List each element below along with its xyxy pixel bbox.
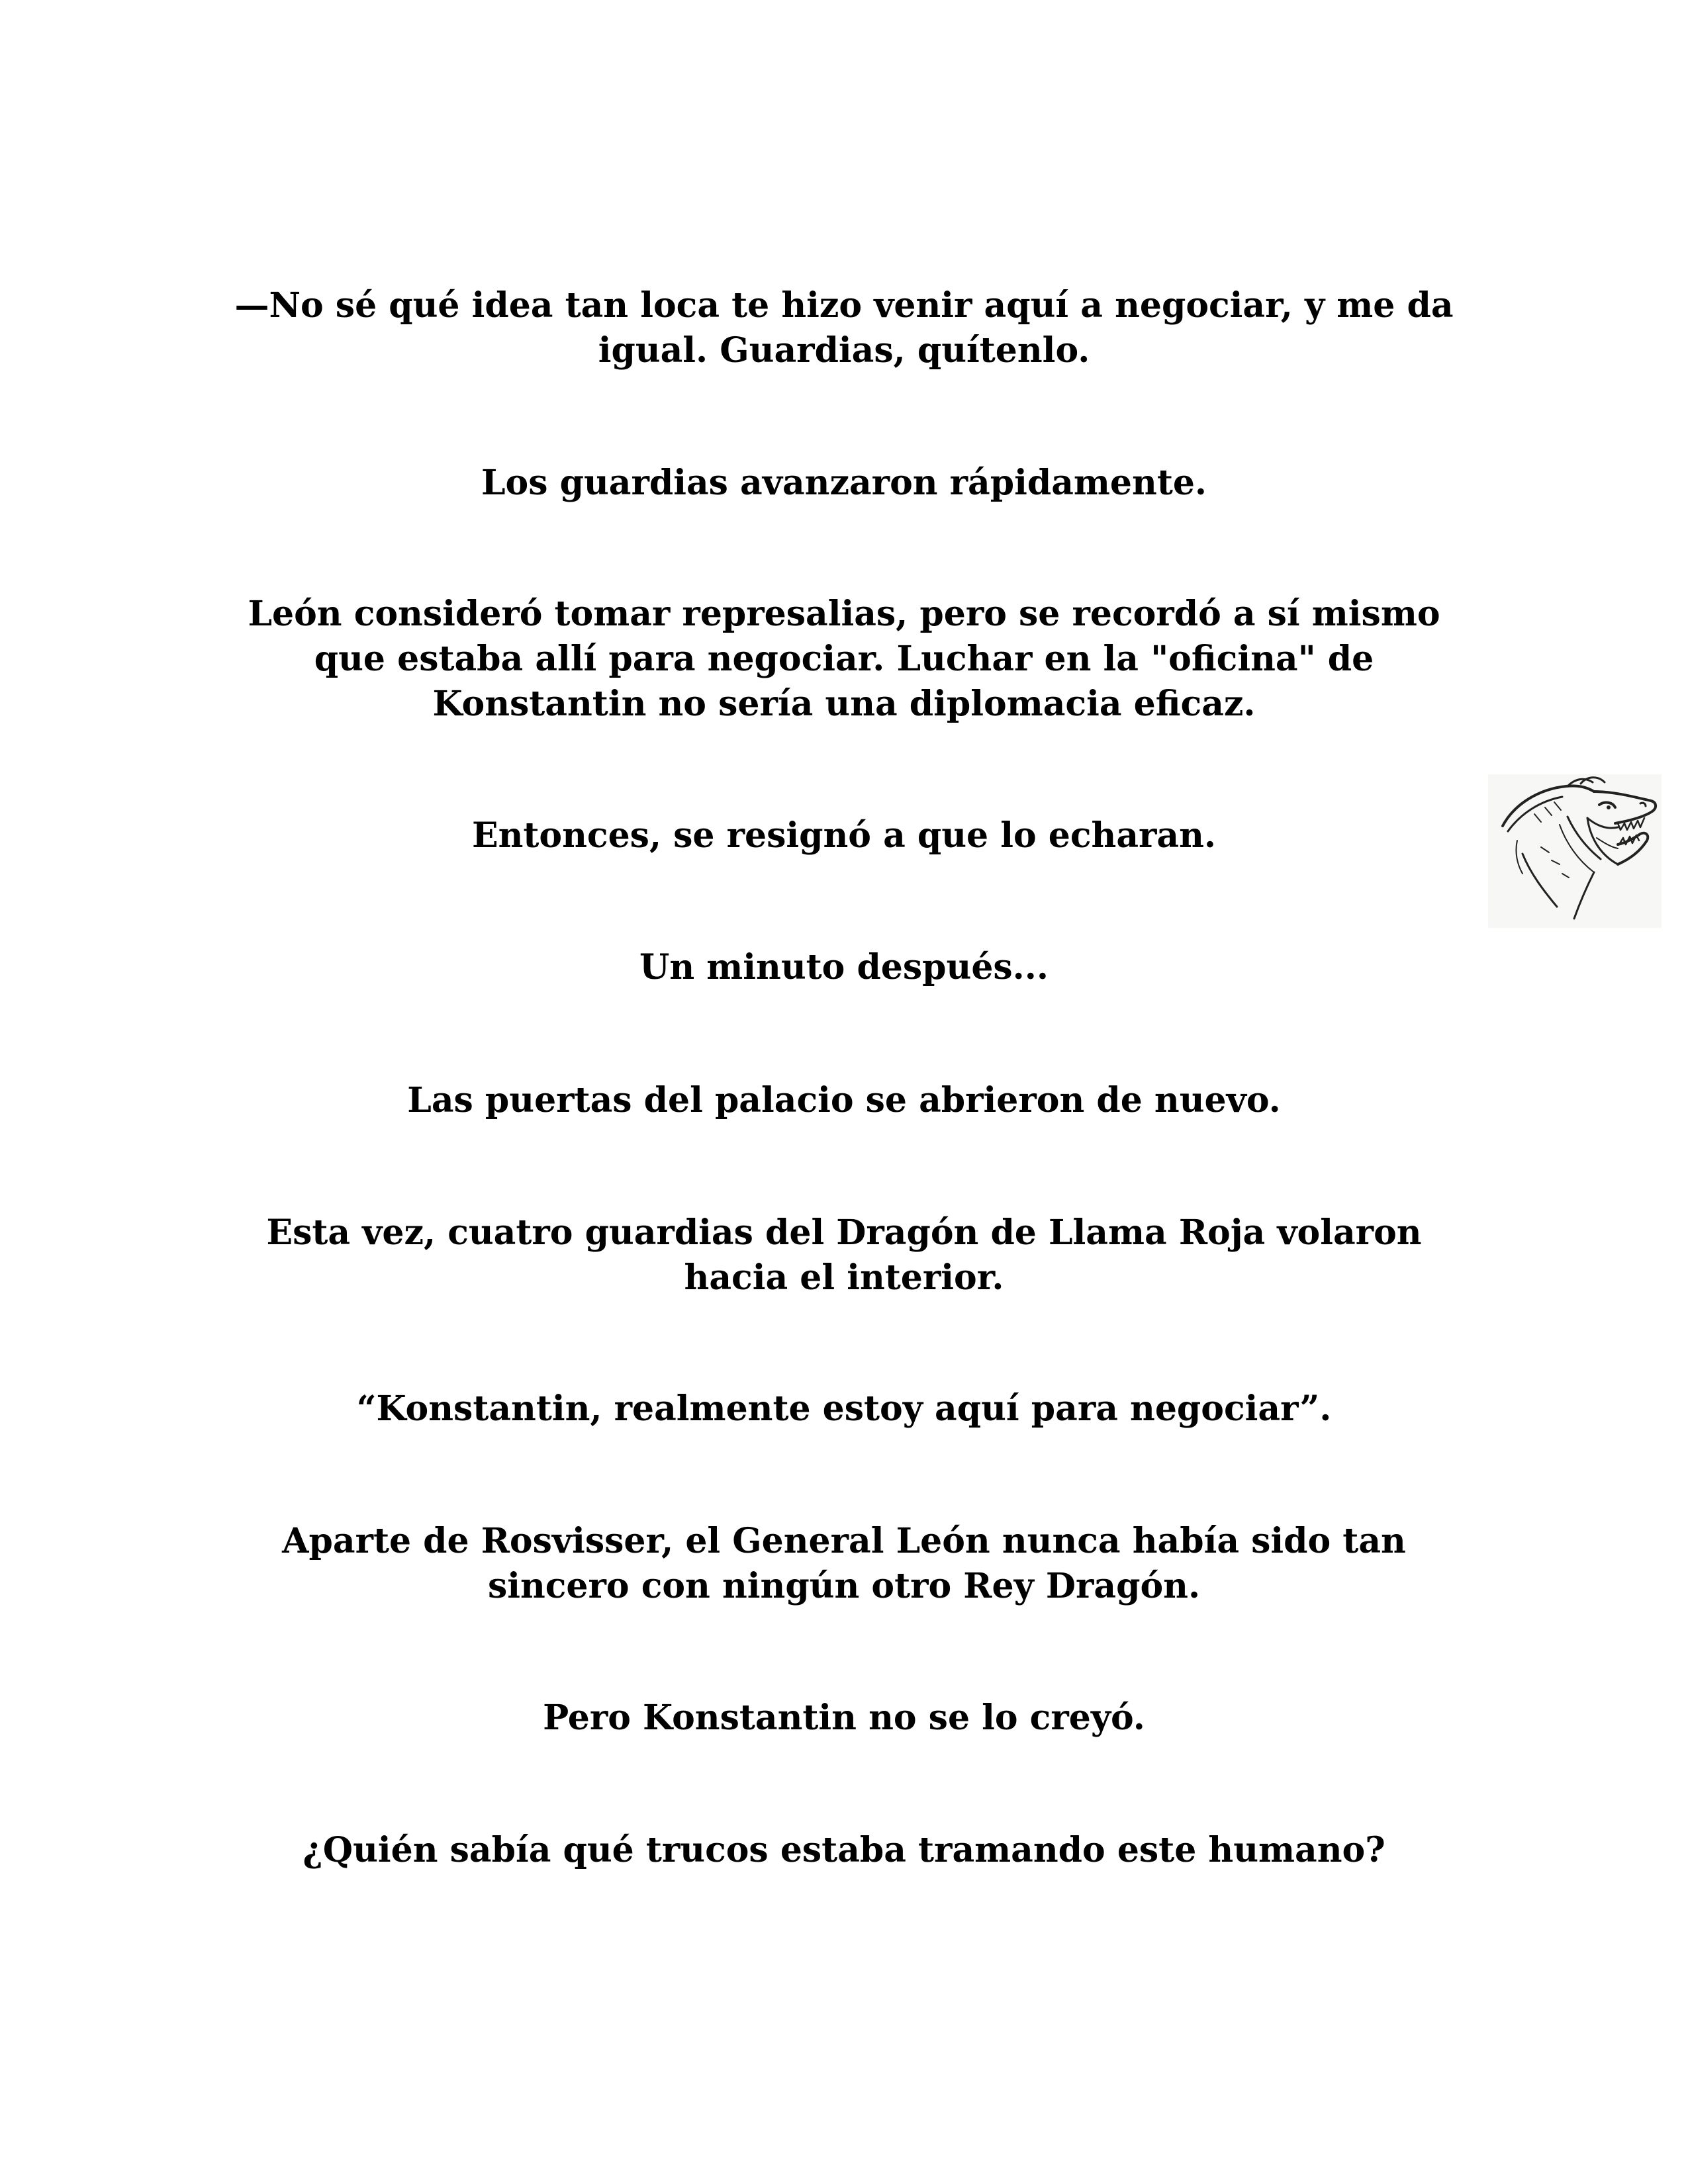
paragraph-4 <box>199 813 1489 858</box>
paragraph-line: sincero con ningún otro Rey Dragón. <box>487 1566 1201 1606</box>
paragraph-5 <box>199 945 1489 990</box>
paragraph-line: ¿Quién sabía qué trucos estaba tramando este humano? <box>303 1830 1385 1870</box>
paragraph-line: Los guardias avanzaron rápidamente. <box>481 463 1207 503</box>
paragraph-8 <box>199 1387 1489 1432</box>
paragraph-1 <box>199 283 1489 373</box>
paragraph-line: León consideró tomar represalias, pero se recordó a sí mismo <box>248 594 1440 634</box>
paragraph-line: “Konstantin, realmente estoy aquí para negociar”. <box>356 1388 1332 1429</box>
paragraph-line: igual. Guardias, quítenlo. <box>598 330 1090 371</box>
paragraph-line: Aparte de Rosvisser, el General León nunca había sido tan <box>282 1521 1406 1561</box>
paragraph-line: Entonces, se resignó a que lo echaran. <box>471 815 1217 856</box>
paragraph-line: Esta vez, cuatro guardias del Dragón de Llama Roja volaron <box>266 1212 1422 1253</box>
paragraph-line: —No sé qué idea tan loca te hizo venir aquí a negociar, y me da <box>234 285 1454 326</box>
paragraph-2 <box>199 461 1489 506</box>
paragraph-line: Konstantin no sería una diplomacia eficaz. <box>432 684 1256 724</box>
paragraph-11 <box>199 1828 1489 1873</box>
paragraph-9 <box>199 1519 1489 1609</box>
paragraph-line: hacia el interior. <box>684 1257 1004 1298</box>
dragon-head-sketch-icon <box>1488 774 1662 928</box>
paragraph-line: Un minuto después... <box>639 947 1049 987</box>
paragraph-10 <box>199 1696 1489 1741</box>
paragraph-7 <box>199 1210 1489 1300</box>
paragraph-6 <box>199 1078 1489 1123</box>
paragraph-line: Las puertas del palacio se abrieron de nuevo. <box>407 1080 1281 1120</box>
paragraph-3 <box>199 592 1489 727</box>
paragraph-line: que estaba allí para negociar. Luchar en la "oficina" de <box>314 639 1374 679</box>
paragraph-line: Pero Konstantin no se lo creyó. <box>543 1698 1145 1738</box>
